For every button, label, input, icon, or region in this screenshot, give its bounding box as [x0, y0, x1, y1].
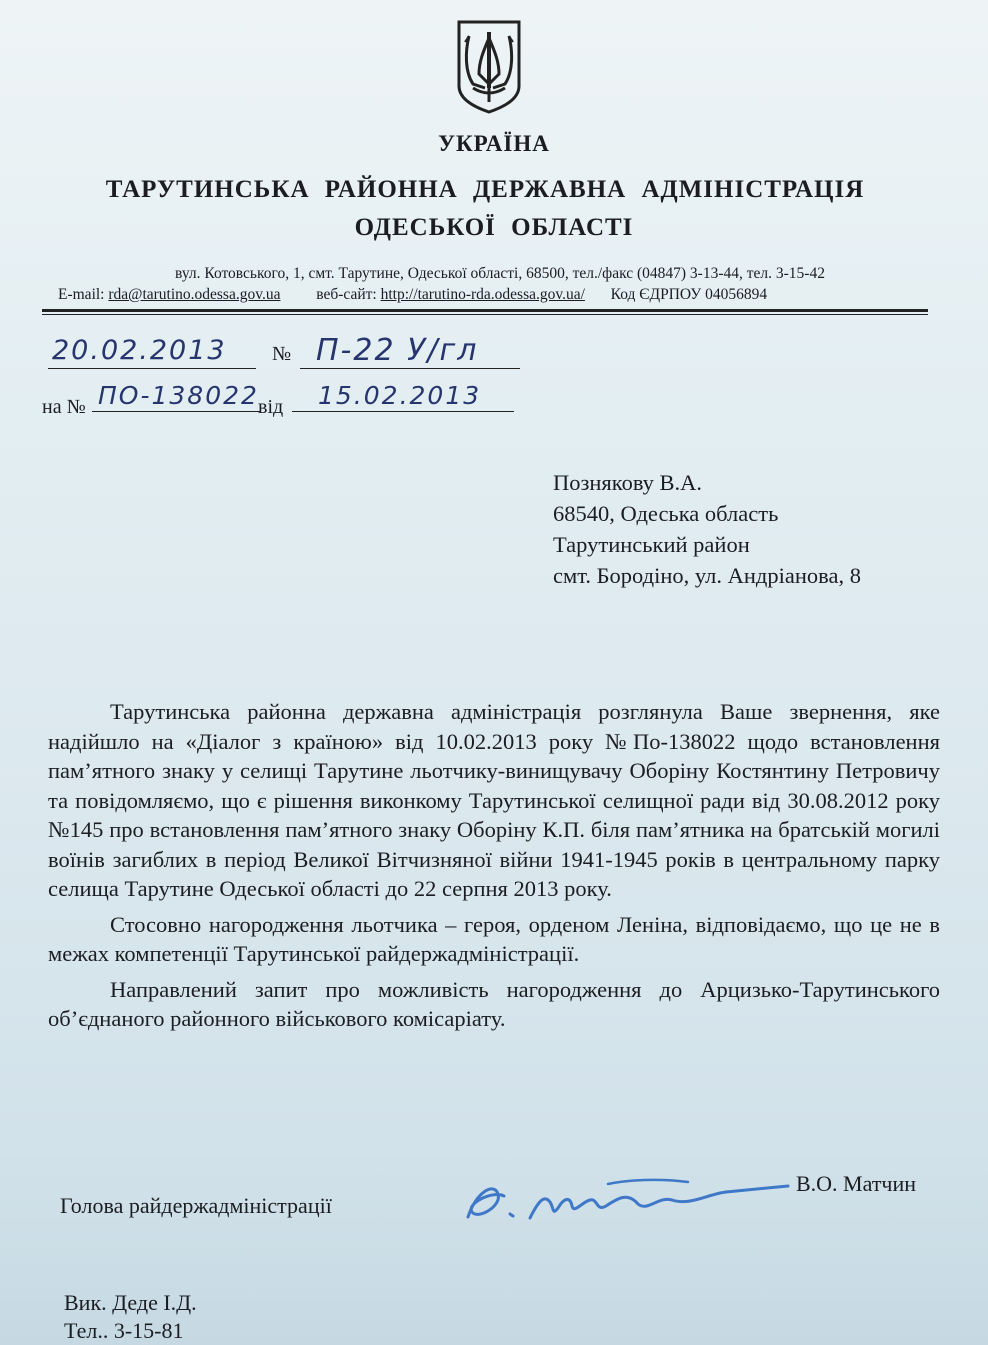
reference-label: на № — [42, 396, 86, 418]
address-line: вул. Котовського, 1, смт. Тарутине, Одеської області, 68500, тел./факс (04847) 3-13-44, тел. 3-15-42 — [175, 265, 825, 282]
body-paragraph: Стосовно нагородження льотчика – героя, орденом Леніна, відповідаємо, що це не в межах компетенції Тарутинської райдержадміністрації. — [48, 911, 940, 966]
email-link[interactable]: rda@tarutino.odessa.gov.ua — [108, 286, 281, 303]
number-label: № — [272, 343, 292, 365]
letter-body — [48, 697, 940, 1034]
recipient-address-1: 68540, Одеська область — [553, 501, 779, 526]
website-link[interactable]: http://tarutino-rda.odessa.gov.ua/ — [380, 286, 585, 303]
handwritten-signature — [458, 1172, 798, 1232]
recipient-address-3: смт. Бородіно, ул. Андріанова, 8 — [553, 563, 861, 588]
reference-date-underline — [292, 411, 514, 412]
signatory-position: Голова райдержадміністрації — [60, 1193, 332, 1218]
website-label: веб-сайт: — [316, 286, 377, 303]
country-heading: УКРАЇНА — [438, 131, 550, 156]
signatory-name: В.О. Матчин — [796, 1171, 917, 1196]
body-paragraph: Направлений запит про можливість нагородження до Арцизько-Тарутинського об’єднаного районного військового комісаріату. — [48, 976, 940, 1031]
reference-number: ПО-138022 — [98, 381, 259, 410]
edrpou-code: Код ЄДРПОУ 04056894 — [610, 286, 768, 303]
recipient-address-2: Тарутинський район — [553, 532, 750, 557]
recipient-name: Познякову В.А. — [553, 470, 703, 495]
executor-block — [64, 1289, 197, 1345]
organization-region: ОДЕСЬКОЇ ОБЛАСТІ — [354, 214, 634, 241]
date-underline — [48, 368, 256, 369]
number-underline — [300, 368, 520, 369]
executor-name: Вик. Деде І.Д. — [64, 1290, 197, 1315]
from-label: від — [258, 396, 284, 418]
header-divider — [42, 309, 928, 312]
outgoing-date: 20.02.2013 — [52, 335, 227, 366]
header-divider-thin — [42, 314, 928, 315]
recipient-block — [553, 467, 861, 591]
reference-date: 15.02.2013 — [318, 381, 482, 410]
outgoing-number: П-22 У/гл — [316, 333, 479, 368]
reference-underline — [92, 411, 260, 412]
coat-of-arms-icon — [455, 18, 523, 114]
organization-name: ТАРУТИНСЬКА РАЙОННА ДЕРЖАВНА АДМІНІСТРАЦІЯ — [105, 176, 865, 203]
contacts-line — [58, 286, 938, 304]
executor-phone: Тел.. 3-15-81 — [64, 1318, 184, 1343]
body-paragraph: Тарутинська районна державна адміністрація розглянула Ваше звернення, яке надійшло на «Діалог з країною» від 10.02.2013 року №По-138022 щодо встановлення пам’ятного знаку у селищі Тарутине льотчику-винищувачу Оборіну Костянтину Петровичу та повідомляємо, що є рішення виконкому Тарутинської селищної ради від 30.08.2012 року №145 про встановлення пам’ятного знаку Оборіну К.П. біля пам’ятника на братській могилі воїнів загиблих в період Великої Вітчизняної війни 1941-1945 років в центральному парку селища Тарутине Одеської області до 22 серпня 2013 року. — [48, 699, 940, 901]
email-label: E-mail: — [58, 286, 105, 303]
